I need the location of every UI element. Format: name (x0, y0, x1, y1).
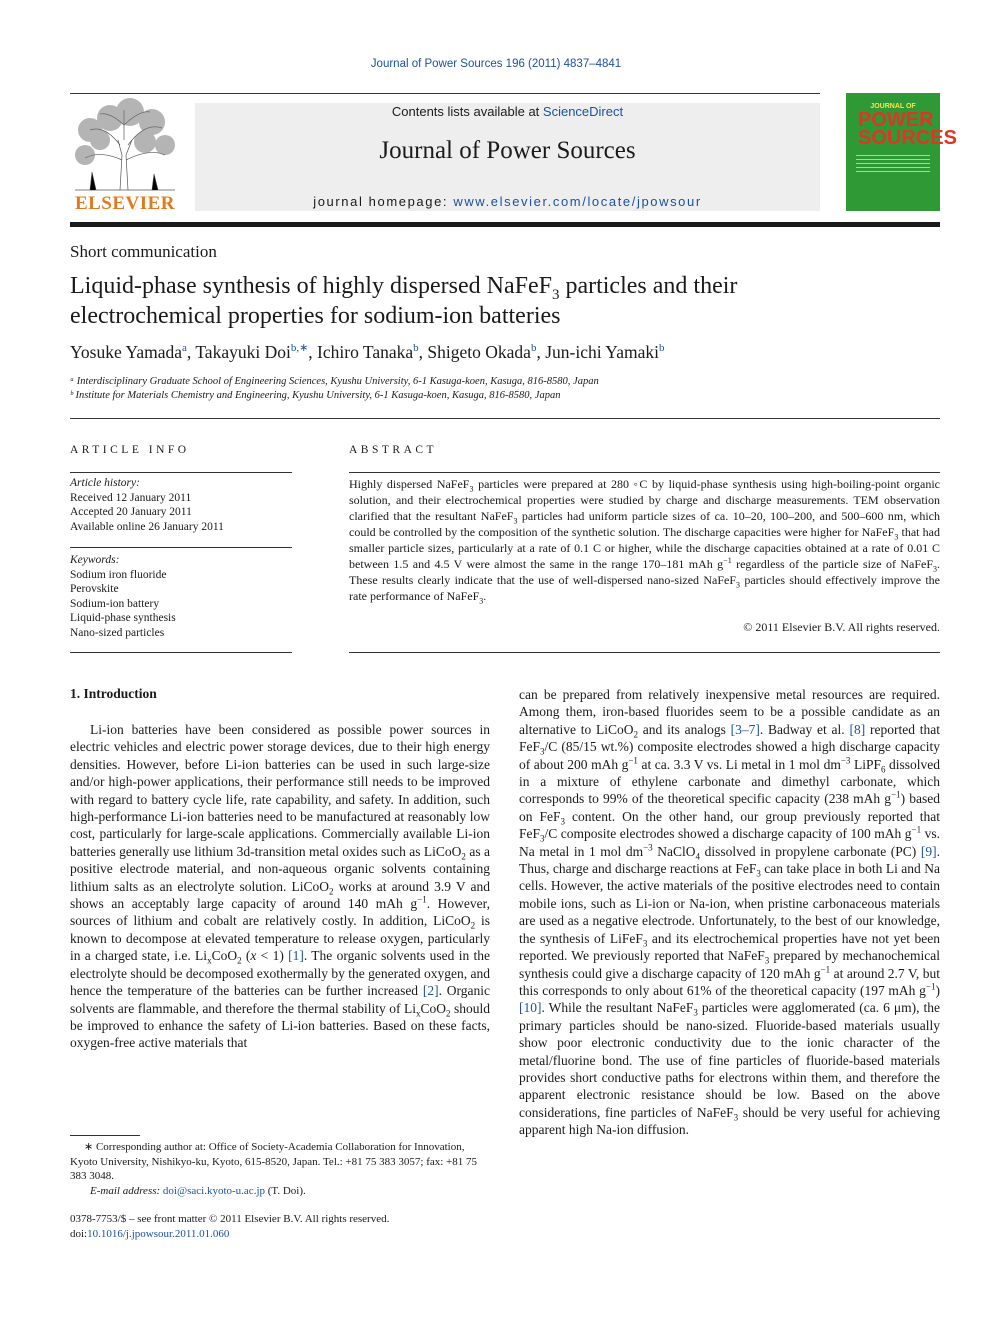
affiliation-a: ᵃ Interdisciplinary Graduate School of Engineering Sciences, Kyushu University, 6-1 Kasuga-koen, Kasuga, 816-8580, Japan (70, 376, 599, 387)
elsevier-logo (70, 100, 180, 215)
article-info-heading: ARTICLE INFO (70, 444, 190, 456)
section-heading-introduction: 1. Introduction (70, 686, 157, 701)
doi-label: doi: (70, 1228, 88, 1240)
author-name[interactable]: Shigeto Okada (427, 342, 531, 362)
elsevier-tree-icon (70, 100, 180, 192)
footnote-rule (70, 1135, 140, 1136)
intro-column-left: Li-ion batteries have been considered as possible power sources in electric vehicles and electric power storage devices, due to their high energy densities. However, before Li-ion batteries can be used in such large-size and/or high-power applications, their performance still needs to be improved with regard to battery cycle life, rate capability, and safety. In addition, such high-performance Li-ion batteries need to be manufactured at reasonably low cost, particularly for large-scale applications. Commercially available Li-ion batteries generally use lithium 3d-transition metal oxides such as LiCoO$_2$ as a positive electrode material, and non-aqueous organic solvents containing lithium salts as an electrolyte solution. LiCoO$_2$ works at around 3.9 V and shows an acceptably large capacity of around 140 mAh $g^{-1}$. However, sources of lithium and cobalt are relatively costly. In addition, LiCoO$_2$ is known to decompose at elevated temperature to release oxygen, particularly in a charged state, i.e. $Li_xCoO_2$ (x < 1) [1]. The organic solvents used in the electrolyte should be decomposed exothermally by the generated oxygen, and hence the temperature of the batteries can be further increased [2]. Organic solvents are flammable, and therefore the thermal stability of $Li_xCoO_2$ should be improved to enhance the safety of Li-ion batteries. Based on these facts, oxygen-free active materials that (70, 722, 491, 1051)
keyword: Nano-sized particles (70, 626, 165, 639)
abstract-rule-bottom (349, 652, 940, 653)
author-name[interactable]: Yosuke Yamada (70, 342, 182, 362)
abstract-heading: ABSTRACT (349, 444, 438, 456)
cover-line2: POWER SOURCES (858, 109, 957, 149)
abstract-copyright: © 2011 Elsevier B.V. All rights reserved. (743, 620, 940, 634)
corresponding-author: ∗ Corresponding author at: Office of Society-Academia Collaboration for Innovation, Kyoto University, Nishikyo-ku, Kyoto, 615-8520, Japan. Tel.: +81 75 383 3057; fax: +81 75 383 3048. (70, 1141, 477, 1182)
journal-citation[interactable]: Journal of Power Sources 196 (2011) 4837–4841 (370, 58, 622, 70)
contents-prefix: Contents lists available at (391, 104, 543, 119)
online-date: Available online 26 January 2011 (70, 520, 224, 533)
author-affil-mark[interactable]: b (530, 342, 537, 355)
homepage-link[interactable]: www.elsevier.com/locate/jpowsour (453, 194, 702, 209)
cover-line1: JOURNAL OF (870, 103, 916, 110)
keywords (70, 553, 292, 640)
ref-link[interactable]: [2] (422, 983, 439, 999)
footnote (70, 1140, 490, 1198)
homepage-prefix: journal homepage: (313, 194, 454, 209)
keyword: Sodium iron fluoride (70, 568, 167, 581)
elsevier-wordmark: ELSEVIER (74, 193, 176, 214)
info-rule-1 (70, 472, 292, 473)
doi-link[interactable]: 10.1016/j.jpowsour.2011.01.060 (87, 1228, 230, 1240)
author-name[interactable]: Ichiro Tanaka (317, 342, 414, 362)
header-top-rule (70, 93, 820, 94)
keyword: Liquid-phase synthesis (70, 612, 176, 624)
info-rule-2 (70, 547, 292, 548)
accepted-date: Accepted 20 January 2011 (70, 506, 192, 518)
title-part2: particles and their electrochemical properties for sodium-ion batteries (70, 273, 738, 329)
ref-link[interactable]: [10] (519, 1000, 542, 1016)
history-label: Article history: (70, 477, 140, 489)
abstract-text: Highly dispersed NaFeF$_3$ particles were prepared at 280 ◦C by liquid-phase synthesis using high-boiling-point organic solution, and their electrochemical properties were studied by charge and discharge measurements. TEM observation clarified that the resultant NaFeF$_3$ particles had uniform particle sizes of ca. 10–20, 100–200, and 500–600 nm, which could be controlled by the composition of the synthetic solution. The discharge capacities were higher for NaFeF$_3$ that had smaller particle sizes, particularly at a rate of 0.1 C or higher, while the discharge capacities obtained at a rate of 0.01 C between 1.5 and 4.5 V were almost the same in the range 170–181 mAh $g^{-1}$ regardless of the particle size of NaFeF$_3$. These results clearly indicate that the use of well-dispersed nano-sized NaFeF$_3$ particles should effectively improve the rate performance of NaFeF$_3$. (349, 477, 940, 606)
ref-link[interactable]: [3–7] (730, 721, 760, 737)
article-title (70, 271, 890, 331)
author-list: Yosuke Yamada$^a$, Takayuki Doi$^{b,∗}$, Ichiro Tanaka$^b$, Shigeto Okada$^b$, Jun-ichi Yamaki$^b$ (70, 342, 665, 362)
title-subscript: 3 (551, 286, 560, 303)
article-history (70, 476, 292, 534)
abstract-rule-top (349, 472, 940, 473)
article-type: Short communication (70, 242, 217, 261)
intro-column-right: can be prepared from relatively inexpensive metal resources are required. Among them, iron-based fluorides seem to be a possible candidate as an alternative to LiCoO$_2$ and its analogs [3–7]. Badway et al. [8] reported that FeF$_3$/C (85/15 wt.%) composite electrodes showed a high discharge capacity of about 200 mAh $g^{-1}$ at ca. 3.3 V vs. Li metal in 1 mol $dm^{-3}$ LiPF$_6$ dissolved in a mixture of ethylene carbonate and dimethyl carbonate, which corresponds to 99% of the theoretical specific capacity (238 mAh $g^{-1}$) based on FeF$_3$ content. On the other hand, our group previously reported that FeF$_3$/C composite electrodes showed a discharge capacity of 100 mAh $g^{-1}$ vs. Na metal in 1 mol $dm^{-3}$ NaClO$_4$ dissolved in propylene carbonate (PC) [9]. Thus, charge and discharge reactions at FeF$_3$ can take place in both Li and Na cells. However, the active materials of the positive electrodes need to contain mobile ions, such as Li-ion or Na-ion, when pristine carbonaceous materials are used as a negative electrode. Unfortunately, to the best of our knowledge, the synthesis of LiFeF$_3$ and its electrochemical properties have not yet been reported. We previously reported that NaFeF$_3$ prepared by mechanochemical synthesis could give a discharge capacity of 120 mAh $g^{-1}$ at around 2.7 V, but this corresponds to only about 61% of the theoretical capacity (197 mAh $g^{-1}$) [10]. While the resultant NaFeF$_3$ particles were agglomerated (ca. 6 μm), the primary particles should be nano-sized. Fluoride-based materials usually show poor electronic conductivity due to the ionic character of the metal/fluorine bond. The use of fine particles of fluoride-based materials provides short conductive paths for electrons within them, and therefore the apparent electronic resistance should be low. Based on the above considerations, fine particles of NaFeF$_3$ should be very useful for achieving apparent high Na-ion diffusion. (519, 687, 941, 1138)
keyword: Sodium-ion battery (70, 597, 160, 610)
affiliation-b: ᵇ Institute for Materials Chemistry and Engineering, Kyushu University, 6-1 Kasuga-koen, Kasuga, 816-8580, Japan (70, 390, 561, 401)
doi-line (70, 1227, 490, 1242)
received-date: Received 12 January 2011 (70, 491, 192, 504)
contents-line (195, 104, 820, 119)
front-matter (70, 1212, 490, 1242)
author-affil-mark[interactable]: b (413, 342, 419, 355)
issn-line: 0378-7753/$ – see front matter © 2011 Elsevier B.V. All rights reserved. (70, 1213, 390, 1225)
author-name[interactable]: Takayuki Doi (195, 342, 291, 362)
affiliation-rule (70, 418, 940, 419)
email-suffix: (T. Doi). (265, 1184, 306, 1197)
info-rule-3 (70, 652, 292, 653)
author-affil-mark[interactable]: a (182, 342, 187, 355)
email-label: E-mail address: (90, 1184, 163, 1197)
header-thick-rule (70, 222, 940, 227)
sciencedirect-link[interactable]: ScienceDirect (542, 104, 624, 119)
ref-link[interactable]: [9] (920, 843, 937, 859)
author-name[interactable]: Jun-ichi Yamaki (545, 342, 659, 362)
ref-link[interactable]: [8] (849, 721, 866, 737)
email-link[interactable]: doi@saci.kyoto-u.ac.jp (162, 1184, 265, 1197)
journal-title: Journal of Power Sources (379, 137, 636, 164)
author-affil-mark[interactable]: b,∗ (290, 342, 309, 355)
keywords-label: Keywords: (70, 554, 120, 566)
ref-link[interactable]: [1] (288, 948, 304, 964)
cover-text-lines (856, 155, 930, 175)
journal-cover[interactable] (846, 93, 957, 211)
keyword: Perovskite (70, 583, 119, 595)
email-line (70, 1184, 490, 1199)
journal-homepage (195, 194, 820, 209)
author-affil-mark[interactable]: b (658, 342, 665, 355)
title-part1: Liquid-phase synthesis of highly dispersed NaFeF (70, 273, 552, 299)
